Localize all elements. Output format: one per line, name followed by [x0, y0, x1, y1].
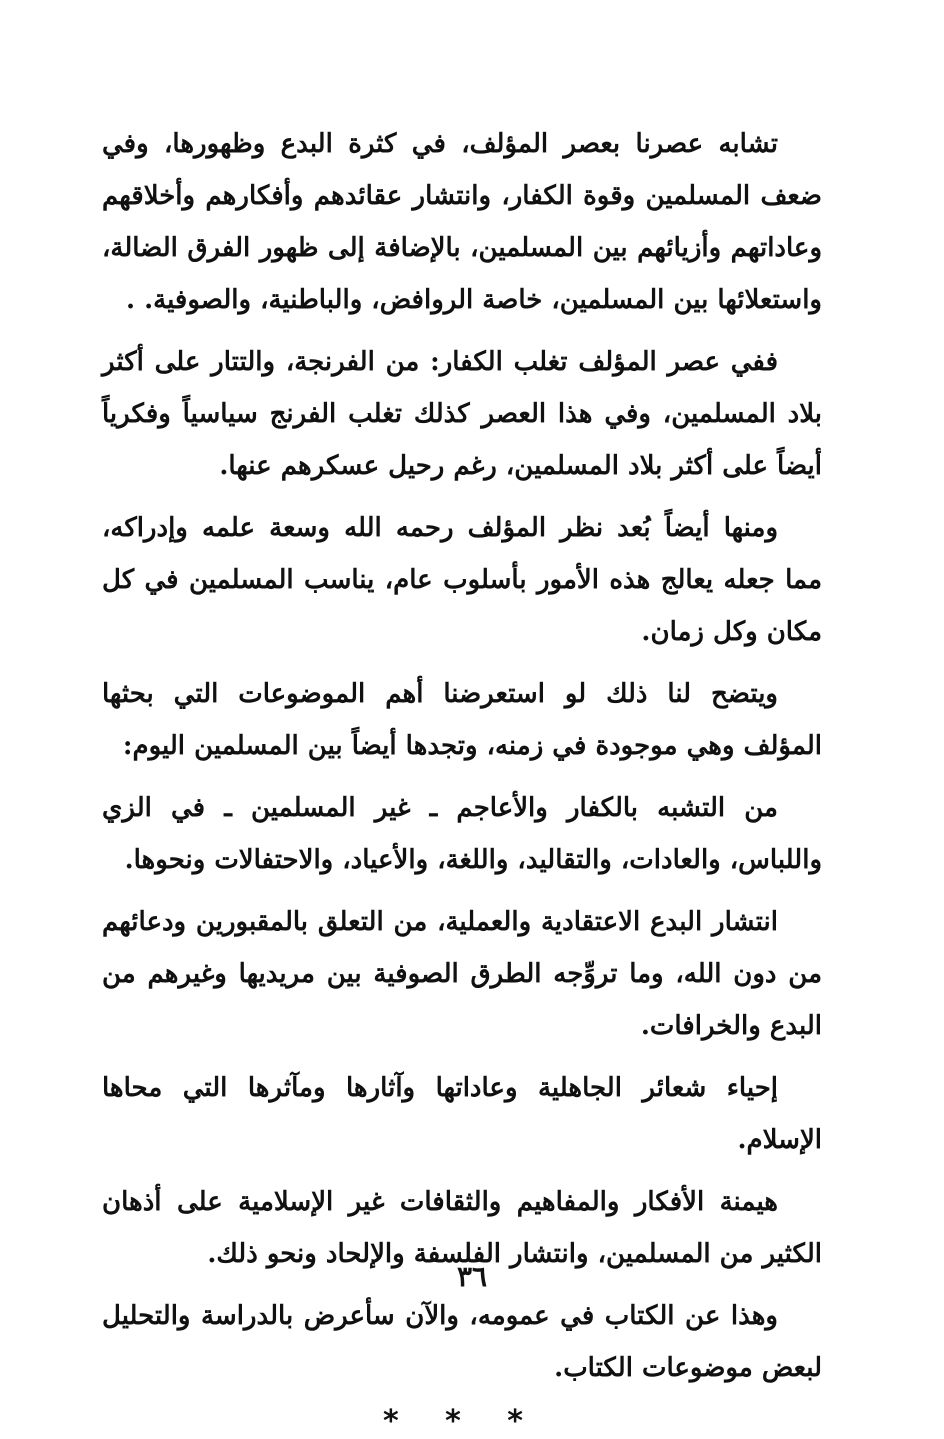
paragraph: ومنها أيضاً بُعد نظر المؤلف رحمه الله وسعة علمه وإدراكه، مما جعله يعالج هذه الأمور بأسلوب عام، يناسب المسلمين في كل مكان وكل زمان.	[102, 513, 822, 647]
paragraph: من التشبه بالكفار والأعاجم ـ غير المسلمين ـ في الزي واللباس، والعادات، والتقاليد، واللغة، والأعياد، والاحتفالات ونحوها.	[102, 793, 822, 875]
page-body	[102, 118, 822, 1439]
paragraph: هيمنة الأفكار والمفاهيم والثقافات غير الإسلامية على أذهان الكثير من المسلمين، وانتشار الفلسفة والإلحاد ونحو ذلك.	[102, 1187, 822, 1269]
paragraph: إحياء شعائر الجاهلية وعاداتها وآثارها ومآثرها التي محاها الإسلام.	[102, 1073, 822, 1155]
section-separator: * * *	[383, 1404, 541, 1439]
paragraph: انتشار البدع الاعتقادية والعملية، من التعلق بالمقبورين ودعائهم من دون الله، وما تروِّجه الطرق الصوفية بين مريديها وغيرهم من البدع والخرافات.	[102, 907, 822, 1041]
paragraph: تشابه عصرنا بعصر المؤلف، في كثرة البدع وظهورها، وفي ضعف المسلمين وقوة الكفار، وانتشار عقائدهم وأفكارهم وأخلاقهم وعاداتهم وأزيائهم بين المسلمين، بالإضافة إلى ظهور الفرق الضالة، واستعلائها بين المسلمين، خاصة الروافض، والباطنية، والصوفية. .	[102, 129, 822, 315]
paragraph: ففي عصر المؤلف تغلب الكفار: من الفرنجة، والتتار على أكثر بلاد المسلمين، وفي هذا العصر كذلك تغلب الفرنج سياسياً وفكرياً أيضاً على أكثر بلاد المسلمين، رغم رحيل عسكرهم عنها.	[102, 347, 822, 481]
page-number: ٣٦	[456, 1260, 488, 1293]
paragraph: وهذا عن الكتاب في عمومه، والآن سأعرض بالدراسة والتحليل لبعض موضوعات الكتاب.	[102, 1301, 822, 1383]
paragraph: ويتضح لنا ذلك لو استعرضنا أهم الموضوعات التي بحثها المؤلف وهي موجودة في زمنه، وتجدها أيضاً بين المسلمين اليوم:	[102, 679, 822, 761]
